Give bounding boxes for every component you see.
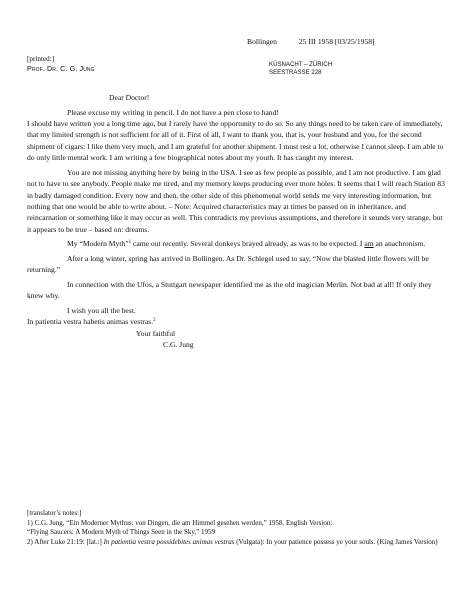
letterhead-address <box>269 61 332 78</box>
address-line-street: SEESTRASSE 228 <box>269 69 322 77</box>
paragraph-4-end: an anachronism. <box>373 239 426 249</box>
paragraph-7: I wish you all the best. <box>67 306 136 316</box>
paragraph-2: I should have written you a long time ago, but I rarely have the opportunity to do so. So any things need to be taken care of immediately, that my limited strength is not sufficient for all of it. First of all, I want to thank you, that is, your husband and you, for the second shipment of cigars: I like them very much, and I am grateful for another shipment. I must rest a lot, otherwise I cannot sleep. I am able to do only little mental work. I am writing a few biographical notes about my youth. It has caught my interest. <box>27 119 444 163</box>
note-2-start: 2) After Luke 21:19: [lat.:] <box>27 537 104 546</box>
date: 25 III 1958 [03/25/1958] <box>298 37 375 46</box>
signature: C.G. Jung <box>163 340 194 350</box>
letter-body <box>27 92 446 351</box>
notes-heading: [translator’s notes:] <box>27 509 82 517</box>
latin-phrase: In patientia vestra habetis animas vestras. <box>27 317 154 327</box>
translator-notes <box>27 509 452 547</box>
letterhead-author: Prof. Dr. C. G. Jung <box>27 64 95 73</box>
salutation: Dear Doctor! <box>109 93 150 102</box>
footnote-marker-2: 2 <box>153 318 156 324</box>
note-1-line-2: “Flying Saucers: A Modern Myth of Things Seen in the Sky,” 1959 <box>27 528 216 537</box>
paragraph-4-start: My “Modern Myth” <box>67 239 129 249</box>
paragraph-3: You are not missing anything here by being in the USA. I see as few people as possible, and I am not productive. I am glad not to have to see anybody. People make me tired, and my memory keeps producing ever more holes. It seems that I will reach Station 83 in badly damaged condition. Every now and then, the other side of this phenomenal world sends me very interesting information, but nothing that one would be able to write about. – Note: Acquired characteristics may at times be passed on in inheritance, and reincarnation or something like it may occur as well. This contradicts my previous assumptions, and therefore it sounds very strange, but it appears to be true – based on: dreams. <box>27 167 445 234</box>
note-2-end: (Vulgata): In your patience possess ye your souls. (King James Version) <box>234 537 438 546</box>
paragraph-4-middle: came out recently. Several donkeys brayed already, as was to be expected. I <box>131 239 365 249</box>
note-2 <box>27 538 452 548</box>
paragraph-4 <box>27 238 446 249</box>
note-1-line-1: 1) C.G. Jung, “Ein Moderner Mythus: von Dingen, die am Himmel gesehen werden,” 1958. English Version: <box>27 518 333 527</box>
paragraph-8 <box>27 316 446 327</box>
paragraph-5: After a long winter, spring has arrived in Bollingen. As Dr. Schlegel used to say, “Now the blasted little flowers will be returning.” <box>27 254 429 275</box>
closing: Your faithful <box>136 328 176 338</box>
paragraph-6: In connection with the Ufos, a Stuttgart newspaper identified me as the old magician Merlin. Not bad at all! If only they knew why. <box>27 280 432 301</box>
footnote-marker-1: 1 <box>128 240 132 246</box>
dateline <box>247 37 375 46</box>
note-2-latin: In patientia vestra possidebites animas vestras <box>103 537 235 546</box>
place: Bollingen <box>247 37 277 46</box>
address-line-city: KÜSNACHT – ZÜRICH <box>269 61 333 68</box>
underlined-word: am <box>364 239 374 249</box>
paragraph-1: Please excuse my writing in pencil. I do not have a pen close to hand! <box>67 107 279 117</box>
printed-tag: [printed:] <box>27 55 55 63</box>
